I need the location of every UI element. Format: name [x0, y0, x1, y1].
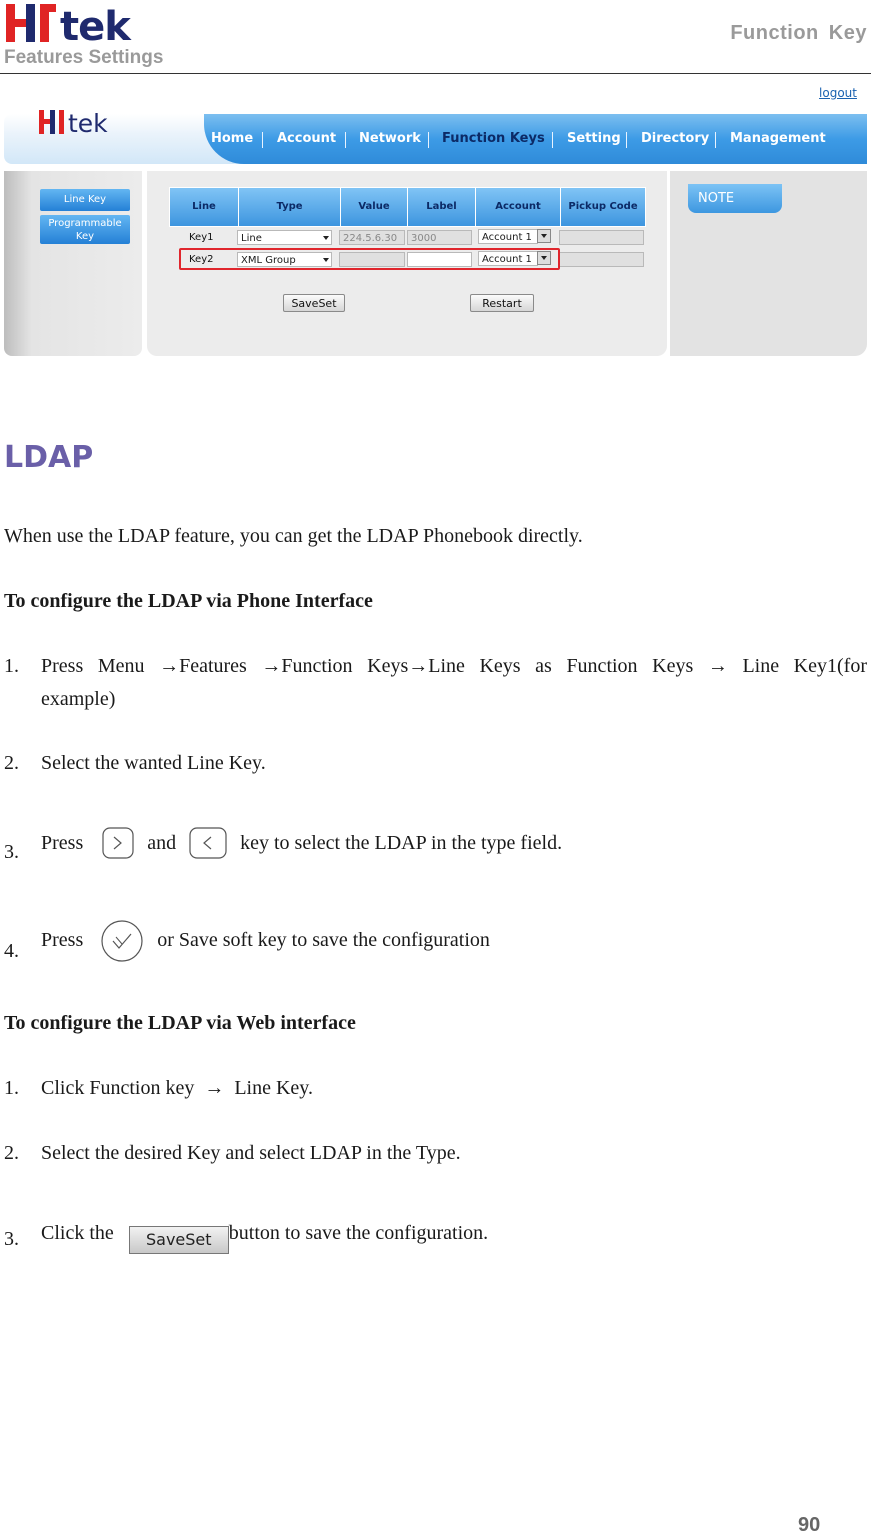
row2-line: Key2	[189, 254, 214, 265]
press-text: Press	[41, 832, 84, 854]
step-number: 1.	[4, 655, 19, 677]
phone-step-3	[41, 822, 562, 864]
page-number: 90	[798, 1514, 821, 1536]
saveset-button[interactable]: SaveSet	[283, 294, 345, 312]
left-arrow-key-icon	[181, 826, 231, 862]
nav-account[interactable]: Account	[277, 131, 337, 146]
row1-pickup-field[interactable]	[559, 230, 644, 245]
web-step-2: Select the desired Key and select LDAP in the Type.	[41, 1142, 461, 1164]
click-text: Click the	[41, 1222, 114, 1244]
row1-value-field[interactable]: 224.5.6.30	[339, 230, 405, 245]
col-header-line: Line	[169, 187, 239, 227]
nav-function-keys[interactable]: Function Keys	[442, 131, 545, 146]
web-step-3	[41, 1215, 488, 1254]
row2-type-select[interactable]: XML Group	[237, 252, 332, 267]
web-step-3-rest: button to save the configuration.	[228, 1222, 489, 1244]
row1-label-field[interactable]: 3000	[407, 230, 472, 245]
nav-setting[interactable]: Setting	[567, 131, 621, 146]
htek-logo	[4, 2, 192, 44]
row1-account-select[interactable]: Account 1	[478, 229, 538, 244]
web-ui-screenshot	[4, 84, 867, 356]
phone-config-heading: To configure the LDAP via Phone Interface	[4, 590, 373, 612]
nav-separator	[715, 132, 716, 148]
phone-step-4	[41, 917, 490, 963]
nav-separator	[262, 132, 263, 148]
nav-home[interactable]: Home	[211, 131, 254, 146]
col-header-label: Label	[407, 187, 476, 227]
row1-line: Key1	[189, 232, 214, 243]
phone-step-4-rest: or Save soft key to save the configuration	[157, 929, 490, 951]
section-title: Features Settings	[4, 47, 164, 68]
row1-account-dropdown[interactable]	[537, 229, 551, 243]
chapter-title: Function Key	[730, 22, 867, 44]
step-number: 3.	[4, 1228, 19, 1250]
nav-separator	[626, 132, 627, 148]
sidebar-item-programmable-key[interactable]: Programmable Key	[40, 215, 130, 244]
step-number: 4.	[4, 940, 19, 962]
phone-step-1-cont: example)	[41, 688, 116, 710]
step-number: 2.	[4, 752, 19, 774]
col-header-pickup-code: Pickup Code	[560, 187, 646, 227]
htek-logo-small	[38, 109, 150, 135]
phone-step-2: Select the wanted Line Key.	[41, 752, 266, 774]
and-text: and	[147, 832, 177, 854]
phone-step-1: Press Menu →Features →Function Keys→Line Keys as Function Keys → Line Key1(for	[41, 655, 867, 677]
nav-network[interactable]: Network	[359, 131, 421, 146]
right-arrow-key-icon	[94, 826, 136, 862]
step-number: 2.	[4, 1142, 19, 1164]
col-header-type: Type	[238, 187, 341, 227]
nav-separator	[345, 132, 346, 148]
sidebar-item-line-key[interactable]: Line Key	[40, 189, 130, 211]
row2-account-select[interactable]: Account 1	[478, 251, 538, 266]
header-divider	[0, 73, 871, 74]
web-config-heading: To configure the LDAP via Web interface	[4, 1012, 356, 1034]
highlight-box	[179, 248, 560, 270]
nav-separator	[428, 132, 429, 148]
intro-paragraph: When use the LDAP feature, you can get the LDAP Phonebook directly.	[4, 525, 583, 547]
ok-checkmark-key-icon	[92, 919, 148, 963]
step-number: 3.	[4, 841, 19, 863]
col-header-account: Account	[475, 187, 561, 227]
saveset-button-image: SaveSet	[129, 1226, 229, 1254]
phone-step-3-rest: key to select the LDAP in the type field.	[240, 832, 563, 854]
press-text: Press	[41, 929, 84, 951]
svg-text:tek: tek	[68, 109, 108, 135]
svg-text:tek: tek	[60, 4, 130, 44]
section-heading: LDAP	[4, 440, 94, 475]
note-tab: NOTE	[688, 184, 782, 213]
col-header-value: Value	[340, 187, 408, 227]
row2-pickup-field[interactable]	[559, 252, 644, 267]
row1-type-select[interactable]: Line	[237, 230, 332, 245]
step-number: 1.	[4, 1077, 19, 1099]
logout-link[interactable]: logout	[819, 86, 857, 100]
nav-directory[interactable]: Directory	[641, 131, 710, 146]
nav-separator	[552, 132, 553, 148]
nav-management[interactable]: Management	[730, 131, 826, 146]
restart-button[interactable]: Restart	[470, 294, 534, 312]
web-step-1: Click Function key → Line Key.	[41, 1077, 313, 1099]
